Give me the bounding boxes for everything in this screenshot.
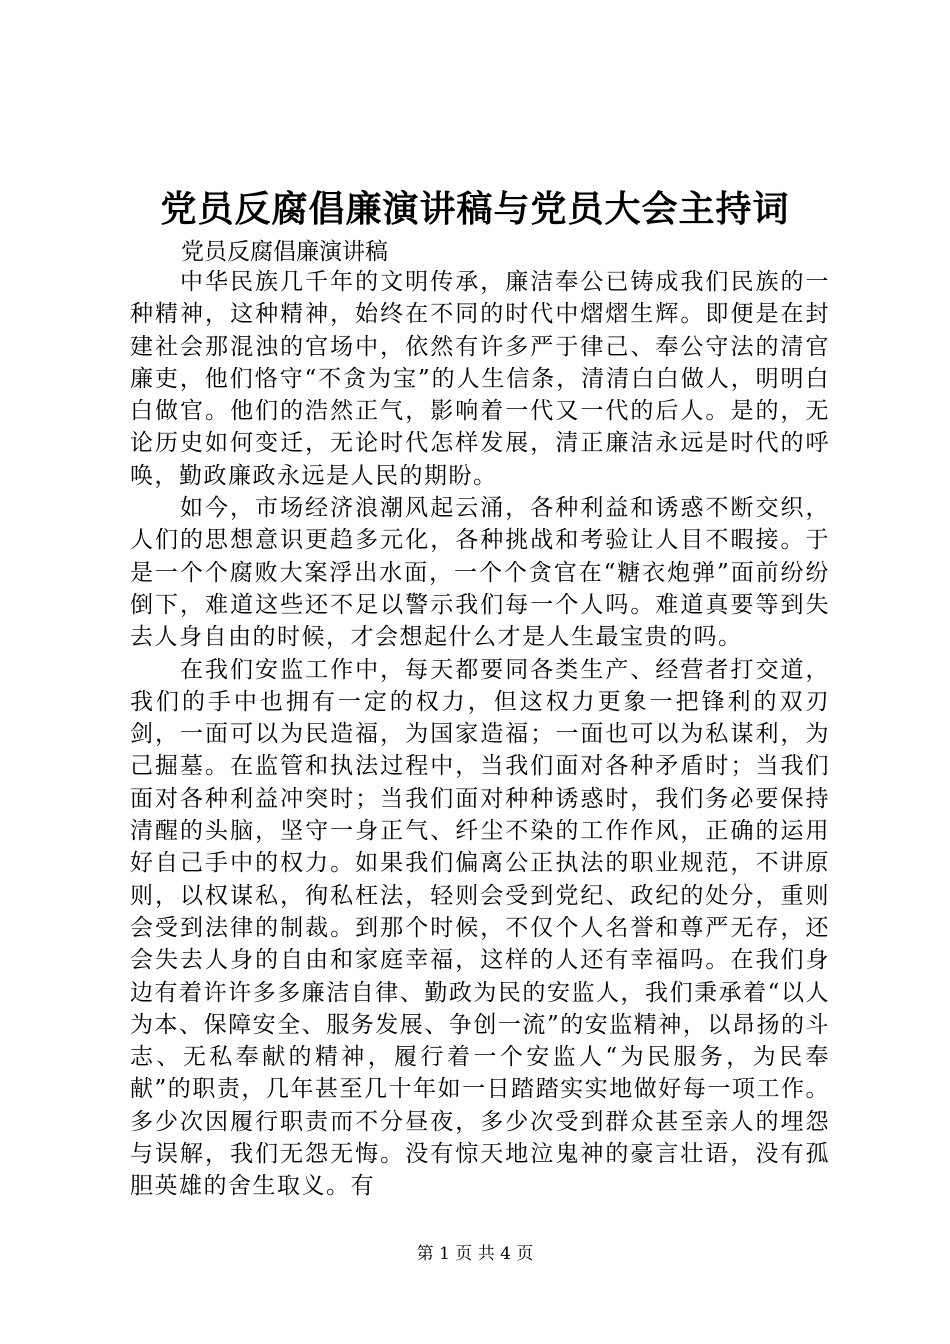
document-title: 党员反腐倡廉演讲稿与党员大会主持词 (160, 188, 790, 230)
paragraph-3: 在我们安监工作中，每天都要同各类生产、经营者打交道，我们的手中也拥有一定的权力，但这权力更象一把锋利的双刃剑，一面可以为民造福，为国家造福；一面也可以为私谋利，为己掘墓。在监管和执法过程中，当我们面对各种矛盾时；当我们面对各种利益冲突时；当我们面对种种诱惑时，我们务必要保持清醒的头脑，坚守一身正气、纤尘不染的工作作风，正确的运用好自己手中的权力。如果我们偏离公正执法的职业规范，不讲原则，以权谋私，徇私枉法，轻则会受到党纪、政纪的处分，重则会受到法律的制裁。到那个时候，不仅个人名誉和尊严无存，还会失去人身的自由和家庭幸福，这样的人还有幸福吗。在我们身边有着许许多多廉洁自律、勤政为民的安监人，我们秉承着“以人为本、保障安全、服务发展、争创一流”的安监精神，以昂扬的斗志、无私奉献的精神，履行着一个安监人“为民服务，为民奉献”的职责，几年甚至几十年如一日踏踏实实地做好每一项工作。多少次因履行职责而不分昼夜，多少次受到群众甚至亲人的埋怨与误解，我们无怨无悔。没有惊天地泣鬼神的豪言壮语，没有孤胆英雄的舍生取义。有 (130, 656, 830, 1200)
paragraph-1: 中华民族几千年的文明传承，廉洁奉公已铸成我们民族的一种精神，这种精神，始终在不同的时代中熠熠生辉。即便是在封建社会那混浊的官场中，依然有许多严于律己、奉公守法的清官廉吏，他们恪守“不贪为宝”的人生信条，清清白白做人，明明白白做官。他们的浩然正气，影响着一代又一代的后人。是的，无论历史如何变迁，无论时代怎样发展，清正廉洁永远是时代的呼唤，勤政廉政永远是人民的期盼。 (130, 269, 830, 489)
page-footer: 第 1 页 共 4 页 (416, 1244, 534, 1264)
paragraph-2: 如今，市场经济浪潮风起云涌，各种利益和诱惑不断交织，人们的思想意识更趋多元化，各种挑战和考验让人目不暇接。于是一个个腐败大案浮出水面，一个个贪官在“糖衣炮弹”面前纷纷倒下，难道这些还不足以警示我们每一个人吗。难道真要等到失去人身自由的时候，才会想起什么才是人生最宝贵的吗。 (130, 495, 830, 651)
document-body (130, 266, 830, 1203)
document-subtitle: 党员反腐倡廉演讲稿 (181, 239, 388, 265)
